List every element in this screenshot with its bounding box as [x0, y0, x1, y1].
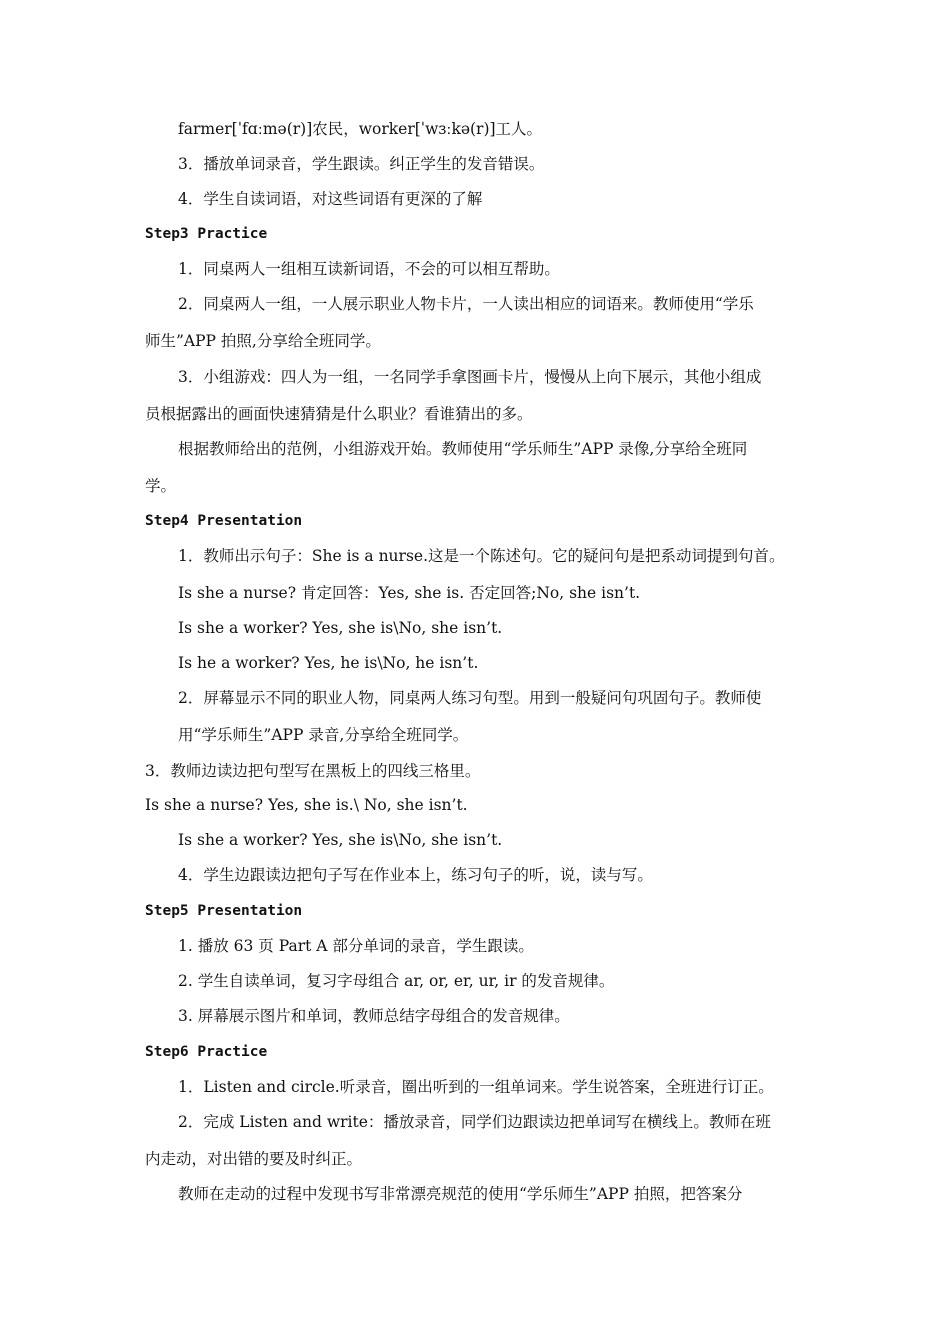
paragraph: 4．学生边跟读边把句子写在作业本上，练习句子的听，说，读与写。	[178, 866, 653, 884]
paragraph: 员根据露出的画面快速猜猜是什么职业？看谁猜出的多。	[145, 405, 533, 423]
paragraph: 4．学生自读词语，对这些词语有更深的了解	[178, 190, 483, 208]
paragraph: 2．完成 Listen and write：播放录音，同学们边跟读边把单词写在横线上。教师在班	[178, 1113, 771, 1131]
paragraph: 学。	[145, 477, 177, 495]
vocab-line: farmer[ˈfɑːmə(r)]农民，worker[ˈwɜːkə(r)]工人。	[178, 120, 543, 138]
paragraph: 3．播放单词录音，学生跟读。纠正学生的发音错误。	[178, 155, 545, 173]
paragraph: 2. 学生自读单词，复习字母组合 ar, or, er, ur, ir 的发音规律。	[178, 972, 615, 990]
paragraph: 教师在走动的过程中发现书写非常漂亮规范的使用“学乐师生”APP 拍照，把答案分	[178, 1185, 743, 1203]
step5-heading: Step5 Presentation	[145, 903, 303, 919]
example-sentence: Is she a worker? Yes, she is\No, she isn’t.	[178, 619, 503, 637]
example-sentence: Is she a worker? Yes, she is\No, she isn’t.	[178, 831, 503, 849]
paragraph: 3. 屏幕展示图片和单词，教师总结字母组合的发音规律。	[178, 1007, 570, 1025]
paragraph: 1. 播放 63 页 Part A 部分单词的录音，学生跟读。	[178, 937, 534, 955]
step6-heading: Step6 Practice	[145, 1044, 268, 1060]
paragraph: 根据教师给出的范例，小组游戏开始。教师使用“学乐师生”APP 录像,分享给全班同	[178, 440, 748, 458]
example-sentence: Is she a nurse? Yes, she is.\ No, she isn’t.	[145, 796, 468, 814]
paragraph: 1．Listen and circle.听录音，圈出听到的一组单词来。学生说答案，全班进行订正。	[178, 1078, 774, 1096]
step3-heading: Step3 Practice	[145, 226, 268, 242]
paragraph: 师生”APP 拍照,分享给全班同学。	[145, 332, 381, 350]
step4-heading: Step4 Presentation	[145, 513, 303, 529]
paragraph: 3．教师边读边把句型写在黑板上的四线三格里。	[145, 762, 481, 780]
example-sentence: Is she a nurse? 肯定回答：Yes, she is. 否定回答;No, she isn’t.	[178, 584, 641, 602]
paragraph: 内走动，对出错的要及时纠正。	[145, 1150, 363, 1168]
paragraph: 用“学乐师生”APP 录音,分享给全班同学。	[178, 726, 469, 744]
paragraph: 1．同桌两人一组相互读新词语，不会的可以相互帮助。	[178, 260, 560, 278]
paragraph: 3．小组游戏：四人为一组，一名同学手拿图画卡片，慢慢从上向下展示，其他小组成	[178, 368, 762, 386]
paragraph: 2．同桌两人一组，一人展示职业人物卡片，一人读出相应的词语来。教师使用“学乐	[178, 295, 754, 313]
paragraph: 1．教师出示句子：She is a nurse.这是一个陈述句。它的疑问句是把系动词提到句首。	[178, 547, 785, 565]
paragraph: 2．屏幕显示不同的职业人物，同桌两人练习句型。用到一般疑问句巩固句子。教师使	[178, 689, 762, 707]
example-sentence: Is he a worker? Yes, he is\No, he isn’t.	[178, 654, 479, 672]
